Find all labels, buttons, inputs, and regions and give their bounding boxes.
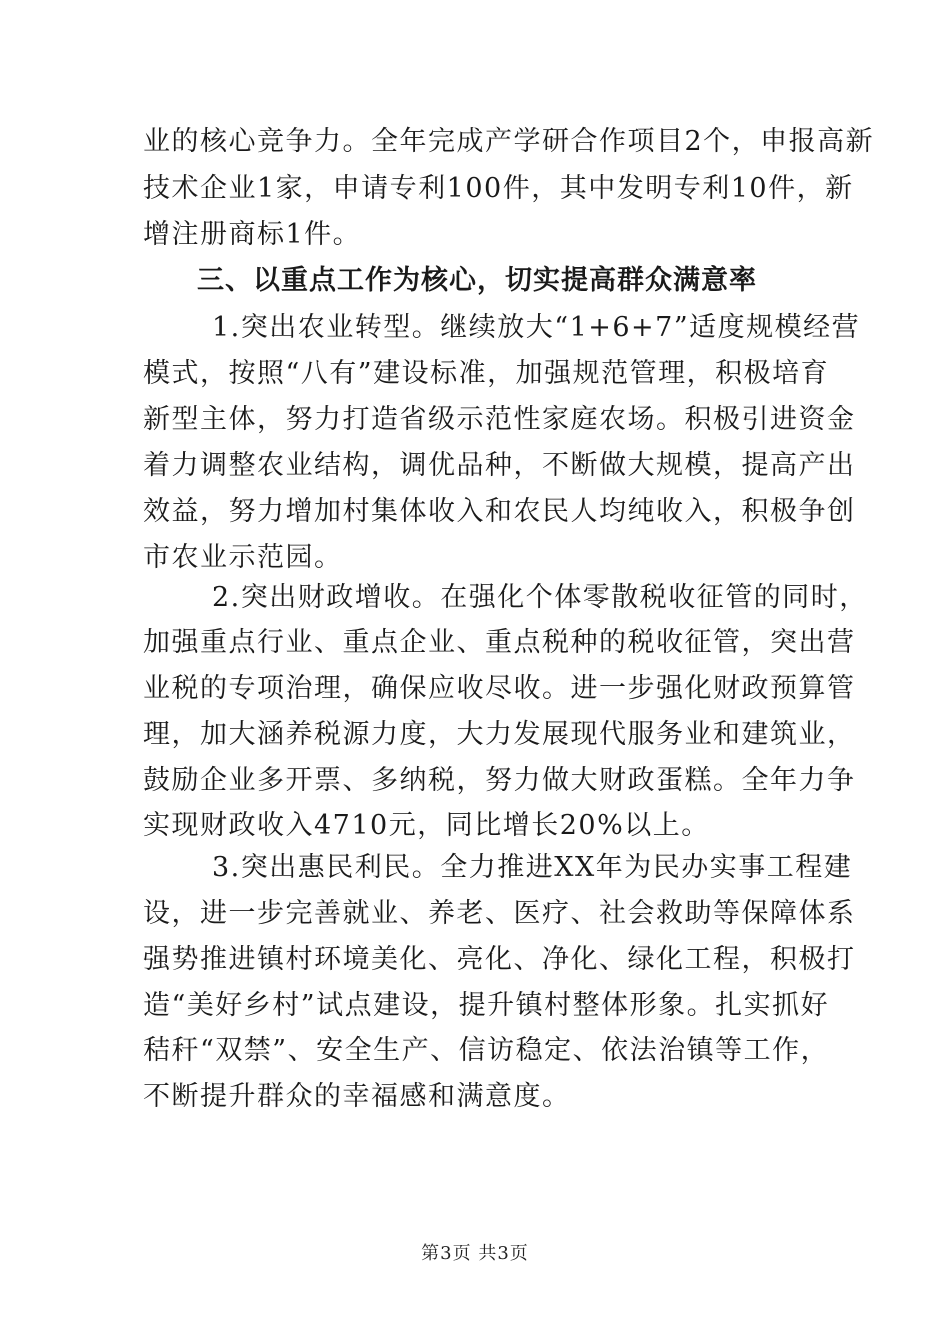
item3-line-5: 秸秆“双禁”、安全生产、信访稳定、依法治镇等工作， [143,1035,830,1066]
item2-line-4: 理，加大涵养税源力度，大力发展现代服务业和建筑业， [143,719,856,750]
item2-line-5: 鼓励企业多开票、多纳税，努力做大财政蛋糕。全年力争 [143,765,856,796]
item3-line-2: 设，进一步完善就业、养老、医疗、社会救助等保障体系 [143,898,856,929]
item3-line-6: 不断提升群众的幸福感和满意度。 [143,1081,571,1112]
item1-line-6: 市农业示范园。 [143,542,343,573]
section-heading: 三、以重点工作为核心，切实提高群众满意率 [197,265,757,296]
item1-line-4: 着力调整农业结构，调优品种，不断做大规模，提高产出 [143,450,856,481]
item2-line-3: 业税的专项治理，确保应收尽收。进一步强化财政预算管 [143,673,856,704]
item2-line-6: 实现财政收入4710元，同比增长20%以上。 [143,810,710,841]
intro-line-3: 增注册商标1件。 [143,219,362,250]
item3-line-3: 强势推进镇村环境美化、亮化、净化、绿化工程，积极打 [143,944,856,975]
page-number-footer: 第3页 共3页 [421,1243,529,1264]
item3-line-4: 造“美好乡村”试点建设，提升镇村整体形象。扎实抓好 [143,990,830,1021]
intro-line-2: 技术企业1家，申请专利100件，其中发明专利10件，新 [143,173,854,204]
intro-line-1: 业的核心竞争力。全年完成产学研合作项目2个，申报高新 [143,126,875,157]
item1-line-5: 效益，努力增加村集体收入和农民人均纯收入，积极争创 [143,496,856,527]
item1-line-3: 新型主体，努力打造省级示范性家庭农场。积极引进资金 [143,404,856,435]
item1-line-1: 1.突出农业转型。继续放大“1+6+7”适度规模经营 [212,312,861,343]
item2-line-2: 加强重点行业、重点企业、重点税种的税收征管，突出营 [143,627,856,658]
item2-line-1: 2.突出财政增收。在强化个体零散税收征管的同时， [212,582,868,613]
item1-line-2: 模式，按照“八有”建设标准，加强规范管理，积极培育 [143,358,830,389]
item3-line-1: 3.突出惠民利民。全力推进XX年为民办实事工程建 [212,852,853,883]
